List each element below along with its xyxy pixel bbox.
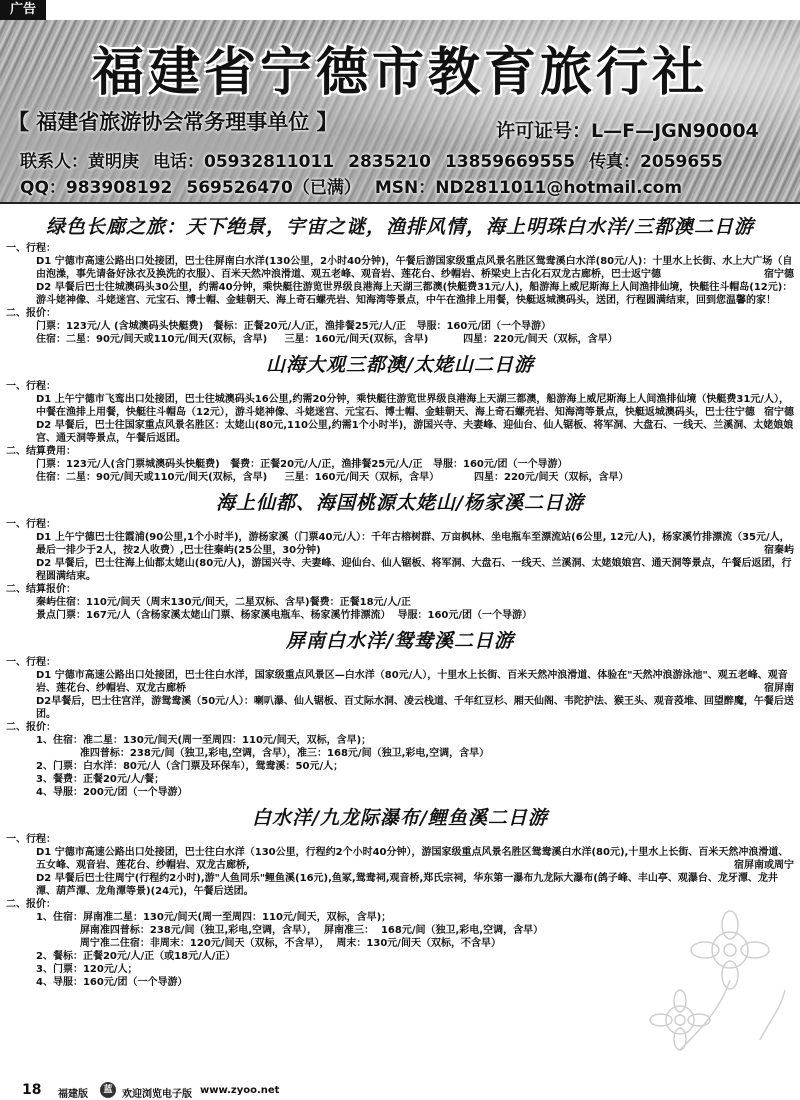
block-text: 一、行程： bbox=[6, 381, 56, 392]
lodging-note: 宿宁德 bbox=[764, 407, 794, 418]
section-label bbox=[6, 583, 794, 596]
price-line bbox=[6, 950, 794, 963]
tour-title: 海上仙都、海国桃源太姥山/杨家溪二日游 bbox=[216, 492, 584, 514]
block-text: 门票：123元/人(含门票城澳码头快艇费) 餐费：正餐20元/人/正，渔排餐25元/人/正 导服：160元/团（一个导游） bbox=[36, 459, 568, 470]
section-label bbox=[6, 445, 794, 458]
block-text: D1 上午宁德市飞鸾出口处接团，巴士往城澳码头16公里,约需20分钟，乘快艇往游览世界级良港海上天湖三都澳，船游海上威尼斯海上人间渔排仙境（快艇费31元/人）， 中餐在渔排上用餐，快艇往斗帽岛（12元），游斗姥神像、斗姥迷宫、元宝石、博士帽、金蛙朝天、海上奇石螺壳岩、知海湾等景点，快艇返城澳码头，巴士往宁德 bbox=[36, 394, 789, 418]
itinerary-day bbox=[6, 419, 794, 445]
itinerary-day bbox=[6, 531, 794, 557]
promo-text: 欢迎浏览电子版 bbox=[122, 1089, 192, 1100]
qq-2: 569526470（已满） bbox=[186, 178, 361, 198]
block-text: D1 宁德市高速公路出口处接团，巴士往白水洋，国家级重点风景区—白水洋（80元/人），十里水上长街、百米天然冲浪滑道、体验在"天然冲浪游泳池"、观五老峰、观音岩、莲花台、纱帽岩、双龙古廊桥 bbox=[36, 670, 788, 694]
qq-1: QQ：983908192 bbox=[20, 178, 173, 198]
section-label bbox=[6, 656, 794, 669]
block-text: 2、餐标：正餐20元/人/正（或18元/人/正） bbox=[36, 951, 236, 962]
block-text: 3、餐费：正餐20元/人/餐； bbox=[36, 774, 165, 785]
itinerary-day bbox=[6, 695, 794, 721]
itinerary-day bbox=[6, 846, 794, 872]
contact-person: 联系人：黄明庚 bbox=[20, 152, 139, 172]
section-label bbox=[6, 242, 794, 255]
tour-title: 绿色长廊之旅：天下绝景，宇宙之谜，渔排风情，海上明珠白水洋/三都澳二日游 bbox=[46, 216, 754, 238]
tour-section bbox=[6, 803, 794, 989]
block-text: 2、门票：白水洋：80元/人（含门票及环保车），鸳鸯溪：50元/人； bbox=[36, 761, 344, 772]
block-text: 住宿：二星：90元/间天或110元/间天(双标，含早) 三星：160元/间天（双标，含早） 四星：220元/间天（双标，含早） bbox=[36, 472, 629, 483]
price-line bbox=[6, 911, 794, 924]
contact-line-2 bbox=[20, 173, 696, 198]
block-text: 一、行程： bbox=[6, 243, 56, 254]
itinerary-day bbox=[6, 557, 794, 583]
price-line bbox=[6, 773, 794, 786]
lodging-note: 宿屏南 bbox=[764, 683, 794, 694]
msn: MSN：ND2811011@hotmail.com bbox=[374, 178, 683, 198]
association-line: 【 福建省旅游协会常务理事单位 】 bbox=[8, 110, 338, 134]
phone-1: 电话：05932811011 bbox=[153, 152, 335, 172]
price-line bbox=[6, 333, 794, 346]
lodging-note: 宿宁德 bbox=[764, 269, 794, 280]
tour-title: 白水洋/九龙际瀑布/鲤鱼溪二日游 bbox=[252, 807, 548, 829]
lodging-note: 宿秦屿 bbox=[764, 545, 794, 556]
price-line bbox=[6, 760, 794, 773]
itinerary-day bbox=[6, 669, 794, 695]
section-label bbox=[6, 307, 794, 320]
tour-section bbox=[6, 212, 794, 346]
itinerary-day bbox=[6, 872, 794, 898]
block-text: D2 早餐后巴士往城澳码头30公里，约需40分钟，乘快艇往游览世界级良港海上天湖三都澳(快艇费31元/人)，船游海上威尼斯海上人间渔排仙境，快艇往斗帽岛(12元)：游斗姥神像、斗姥迷宫、元宝石、博士帽、金蛙朝天、海上奇石螺壳岩、知海湾等景点，中午在渔排上用餐，快艇返城澳码头，送团，行程圆满结束，回到您温馨的家！ bbox=[36, 282, 793, 306]
block-text: D2早餐后，巴士往宫洋，游鸳鸯溪（50元/人）：喇叭瀑、仙人锯板、百丈际水洞、凌云栈道、千年红豆杉、厢天仙阁、韦陀护法、猴王头、观音莈堆、回望醉魔，午餐后送团。 bbox=[36, 696, 794, 720]
block-text: 二、报价： bbox=[6, 308, 56, 319]
section-label bbox=[6, 518, 794, 531]
contact-line-1 bbox=[20, 147, 737, 172]
price-line bbox=[6, 976, 794, 989]
page-number: 18 bbox=[22, 1082, 42, 1098]
price-line bbox=[6, 320, 794, 333]
block-text: 1、住宿：准二星：130元/间天(周一至周四：110元/间天，双标，含早)； bbox=[36, 735, 372, 746]
block-text: D2 早餐后，巴士往海上仙都太姥山(80元/人)，游国兴寺、夫妻峰、迎仙台、仙人锯板、将军洞、大盘石、一线天、兰溪洞、太姥娘娘宫、通天洞等景点，午餐后返团，行程圆满结束。 bbox=[36, 558, 792, 582]
edition-badge: 蓝 bbox=[100, 1082, 116, 1098]
phone-2: 2835210 bbox=[348, 152, 431, 172]
block-text: D1 上午宁德巴士往霞浦(90公里,1个小时半)，游杨家溪（门票40元/人）：千年古榕树群、万亩枫林、坐电瓶车至漂流站(6公里, 12元/人)，杨家溪竹排漂流（35元/人，最后一排少于2人，按2人收费）,巴士往秦屿(25公里，30分钟) bbox=[36, 532, 790, 556]
block-text: 二、报价： bbox=[6, 899, 56, 910]
section-label bbox=[6, 833, 794, 846]
website-link[interactable]: www.zyoo.net bbox=[200, 1085, 280, 1096]
section-label bbox=[6, 380, 794, 393]
block-text: 二、报价： bbox=[6, 722, 56, 733]
price-line bbox=[6, 596, 794, 609]
block-text: 景点门票：167元/人（含杨家溪太姥山门票、杨家溪电瓶车、杨家溪竹排漂流） 导服：160元/团（一个导游） bbox=[36, 610, 533, 621]
tour-section bbox=[6, 350, 794, 484]
price-line bbox=[6, 786, 794, 799]
edition-label: 福建版 bbox=[58, 1089, 88, 1100]
mobile: 13859669555 bbox=[444, 152, 576, 172]
page-footer bbox=[0, 1080, 800, 1100]
block-text: 4、导服：200元/团（一个导游） bbox=[36, 787, 188, 798]
block-text: 一、行程： bbox=[6, 519, 56, 530]
tour-section bbox=[6, 626, 794, 799]
itinerary-content bbox=[6, 208, 794, 989]
header-banner bbox=[0, 20, 800, 204]
license-number: 许可证号：L—F—JGN90004 bbox=[496, 120, 759, 142]
block-text: 门票：123元/人 (含城澳码头快艇费) 餐标：正餐20元/人/正，渔排餐25元/人/正 导服：160元/团（一个导游） bbox=[36, 321, 552, 332]
block-text: 周宁准二住宿：非周末：120元/间天（双标，不含早）， 周末：130元/间天（双标，不含早） bbox=[66, 938, 501, 949]
ad-tag: 广告 bbox=[0, 0, 46, 20]
price-line bbox=[6, 609, 794, 622]
section-label bbox=[6, 898, 794, 911]
block-text: D1 宁德市高速公路出口处接团，巴士往屏南白水洋(130公里，2小时40分钟)，午餐后游国家级重点风景名胜区鸳鸯溪白水洋(80元/人)：十里水上长街、水上大广场（自由泡澡，事先请备好泳衣及换洗的衣服）、百米天然冲浪滑道、观五老峰、观音岩、莲花台、纱帽岩、桥梁史上古化石双龙古廊桥，巴士返宁德 bbox=[36, 256, 793, 280]
itinerary-day bbox=[6, 393, 794, 419]
block-text: 二、结算费用： bbox=[6, 446, 76, 457]
price-line bbox=[6, 747, 794, 760]
price-line bbox=[6, 734, 794, 747]
block-text: 住宿：二星：90元/间天或110元/间天(双标，含早) 三星：160元/间天(双标，含早) 四星：220元/间天（双标，含早） bbox=[36, 334, 618, 345]
itinerary-day bbox=[6, 255, 794, 281]
block-text: 一、行程： bbox=[6, 834, 56, 845]
agency-title: 福建省宁德市教育旅行社 bbox=[91, 43, 708, 103]
block-text: 一、行程： bbox=[6, 657, 56, 668]
price-line bbox=[6, 937, 794, 950]
section-label bbox=[6, 721, 794, 734]
lodging-note: 宿屏南或周宁 bbox=[734, 860, 794, 871]
tour-section bbox=[6, 488, 794, 622]
fax: 传真：2059655 bbox=[589, 152, 723, 172]
price-line bbox=[6, 963, 794, 976]
block-text: D1 宁德市高速公路出口处接团，巴士往白水洋（130公里，行程约2个小时40分钟），游国家级重点风景名胜区鸳鸯溪白水洋(80元),十里水上长街、百米天然冲浪滑道、五女峰、观音岩、莲花台、纱帽岩、双龙古廊桥, bbox=[36, 847, 789, 871]
block-text: 1、住宿：屏南准二星：130元/间天(周一至周四：110元/间天，双标，含早)； bbox=[36, 912, 392, 923]
price-line bbox=[6, 924, 794, 937]
block-text: 准四普标：238元/间（独卫,彩电,空调，含早），准三：168元/间（独卫,彩电,空调，含早） bbox=[66, 748, 490, 759]
itinerary-day bbox=[6, 281, 794, 307]
block-text: 4、导服：160元/团（一个导游） bbox=[36, 977, 188, 988]
price-line bbox=[6, 458, 794, 471]
block-text: 二、结算报价： bbox=[6, 584, 76, 595]
block-text: D2 早餐后巴士往周宁(行程约2小时),游"人鱼同乐"鲤鱼溪(16元),鱼冢,鸳鸯祠,观音桥,郑氏宗祠，华东第一瀑布九龙际大瀑布(鸽子峰、丰山亭、观瀑台、龙牙潭、龙井潭、葫芦潭、龙角潭等景)(24元)，午餐后送团。 bbox=[36, 873, 778, 897]
price-line bbox=[6, 471, 794, 484]
block-text: 屏南准四普标：238元/间（独卫,彩电,空调，含早）， 屏南准三： 168元/间（独卫,彩电,空调，含早） bbox=[66, 925, 544, 936]
block-text: D2 早餐后，巴士往国家重点风景名胜区：太姥山(80元,110公里,约需1个小时半)，游国兴寺、夫妻峰、迎仙台、仙人锯板、将军洞、大盘石、一线天、兰溪洞、太姥娘娘宫、通天洞等景点，午餐后返团。 bbox=[36, 420, 794, 444]
tour-title: 山海大观三都澳/太姥山二日游 bbox=[266, 354, 534, 376]
tour-title: 屏南白水洋/鸳鸯溪二日游 bbox=[286, 630, 514, 652]
block-text: 3、门票：120元/人； bbox=[36, 964, 138, 975]
block-text: 秦屿住宿：110元/间天（周末130元/间天，二星双标、含早)餐费：正餐18元/人/正 bbox=[36, 597, 411, 608]
